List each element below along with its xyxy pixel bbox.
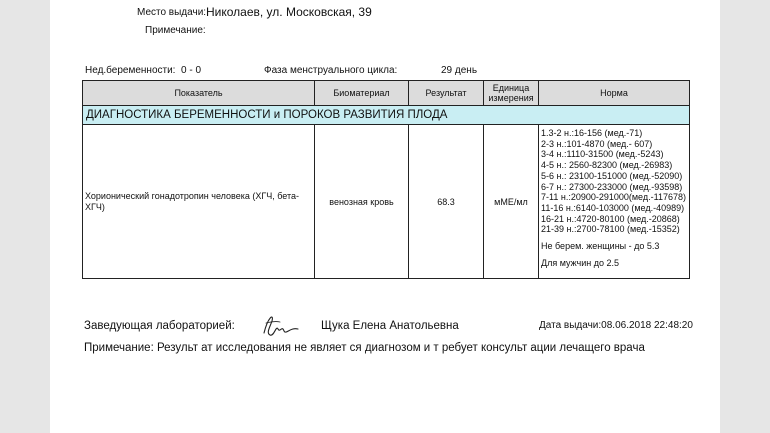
cell-norm [539, 125, 690, 279]
cell-result: 68.3 [409, 125, 484, 279]
section-title: ДИАГНОСТИКА БЕРЕМЕННОСТИ и ПОРОКОВ РАЗВИТИЯ ПЛОДА [83, 106, 690, 125]
norm-line: 16-21 н.:4720-80100 (мед.-20868) [541, 213, 680, 224]
cell-parameter: Хорионический гонадотропин человека (ХГЧ, бета-ХГЧ) [83, 125, 315, 279]
table-header-row [83, 81, 690, 106]
issue-place-value: Николаев, ул. Московская, 39 [206, 5, 372, 19]
document-page [50, 0, 720, 433]
cycle-phase-label: Фаза менструального цикла: [264, 65, 398, 76]
pregnancy-weeks-value: 0 - 0 [181, 65, 202, 76]
cell-biomaterial: венозная кровь [315, 125, 409, 279]
norm-line: 21-39 н.:2700-78100 (мед.-15352) [541, 224, 680, 235]
header-unit: Единица измерения [484, 81, 539, 106]
table-row [83, 125, 690, 279]
norm-line: 2-3 н.:101-4870 (мед.- 607) [541, 138, 653, 149]
section-row [83, 106, 690, 125]
pregnancy-weeks-label: Нед.беременности: [85, 65, 176, 76]
header-result: Результат [409, 81, 484, 106]
norm-line: 6-7 н.: 27300-233000 (мед.-93598) [541, 181, 683, 192]
header-norm: Норма [539, 81, 690, 106]
results-table [82, 80, 690, 279]
norm-line: 5-6 н.: 23100-151000 (мед.-52090) [541, 170, 683, 181]
cell-unit: мМЕ/мл [484, 125, 539, 279]
header-biomaterial: Биоматериал [315, 81, 409, 106]
signature [260, 311, 300, 341]
norm-line: 1.3-2 н.:16-156 (мед.-71) [541, 128, 643, 138]
header-parameter: Показатель [83, 81, 315, 106]
norm-line: 7-11 н.:20900-291000(мед.-117678) [541, 192, 686, 203]
issue-place-label: Место выдачи: [137, 7, 207, 18]
note-label: Примечание: [145, 25, 206, 36]
norm-nonpregnant: Не берем. женщины - до 5.3 [541, 241, 660, 252]
cycle-phase-value: 29 день [441, 65, 478, 76]
norm-men: Для мужчин до 2.5 [541, 257, 619, 268]
head-of-lab-name: Щука Елена Анатольевна [321, 320, 459, 332]
issue-date: Дата выдачи:08.06.2018 22:48:20 [539, 320, 693, 331]
norm-line: 4-5 н.: 2560-82300 (мед.-26983) [541, 160, 673, 171]
head-of-lab-label: Заведующая лабораторией: [84, 320, 235, 332]
norm-line: 11-16 н.:6140-103000 (мед.-40989) [541, 202, 685, 213]
norm-line: 3-4 н.:1110-31500 (мед.-5243) [541, 149, 664, 160]
disclaimer-note: Примечание: Результ ат исследования не являет ся диагнозом и т ребует консульт ации лечащего врача [84, 342, 645, 354]
